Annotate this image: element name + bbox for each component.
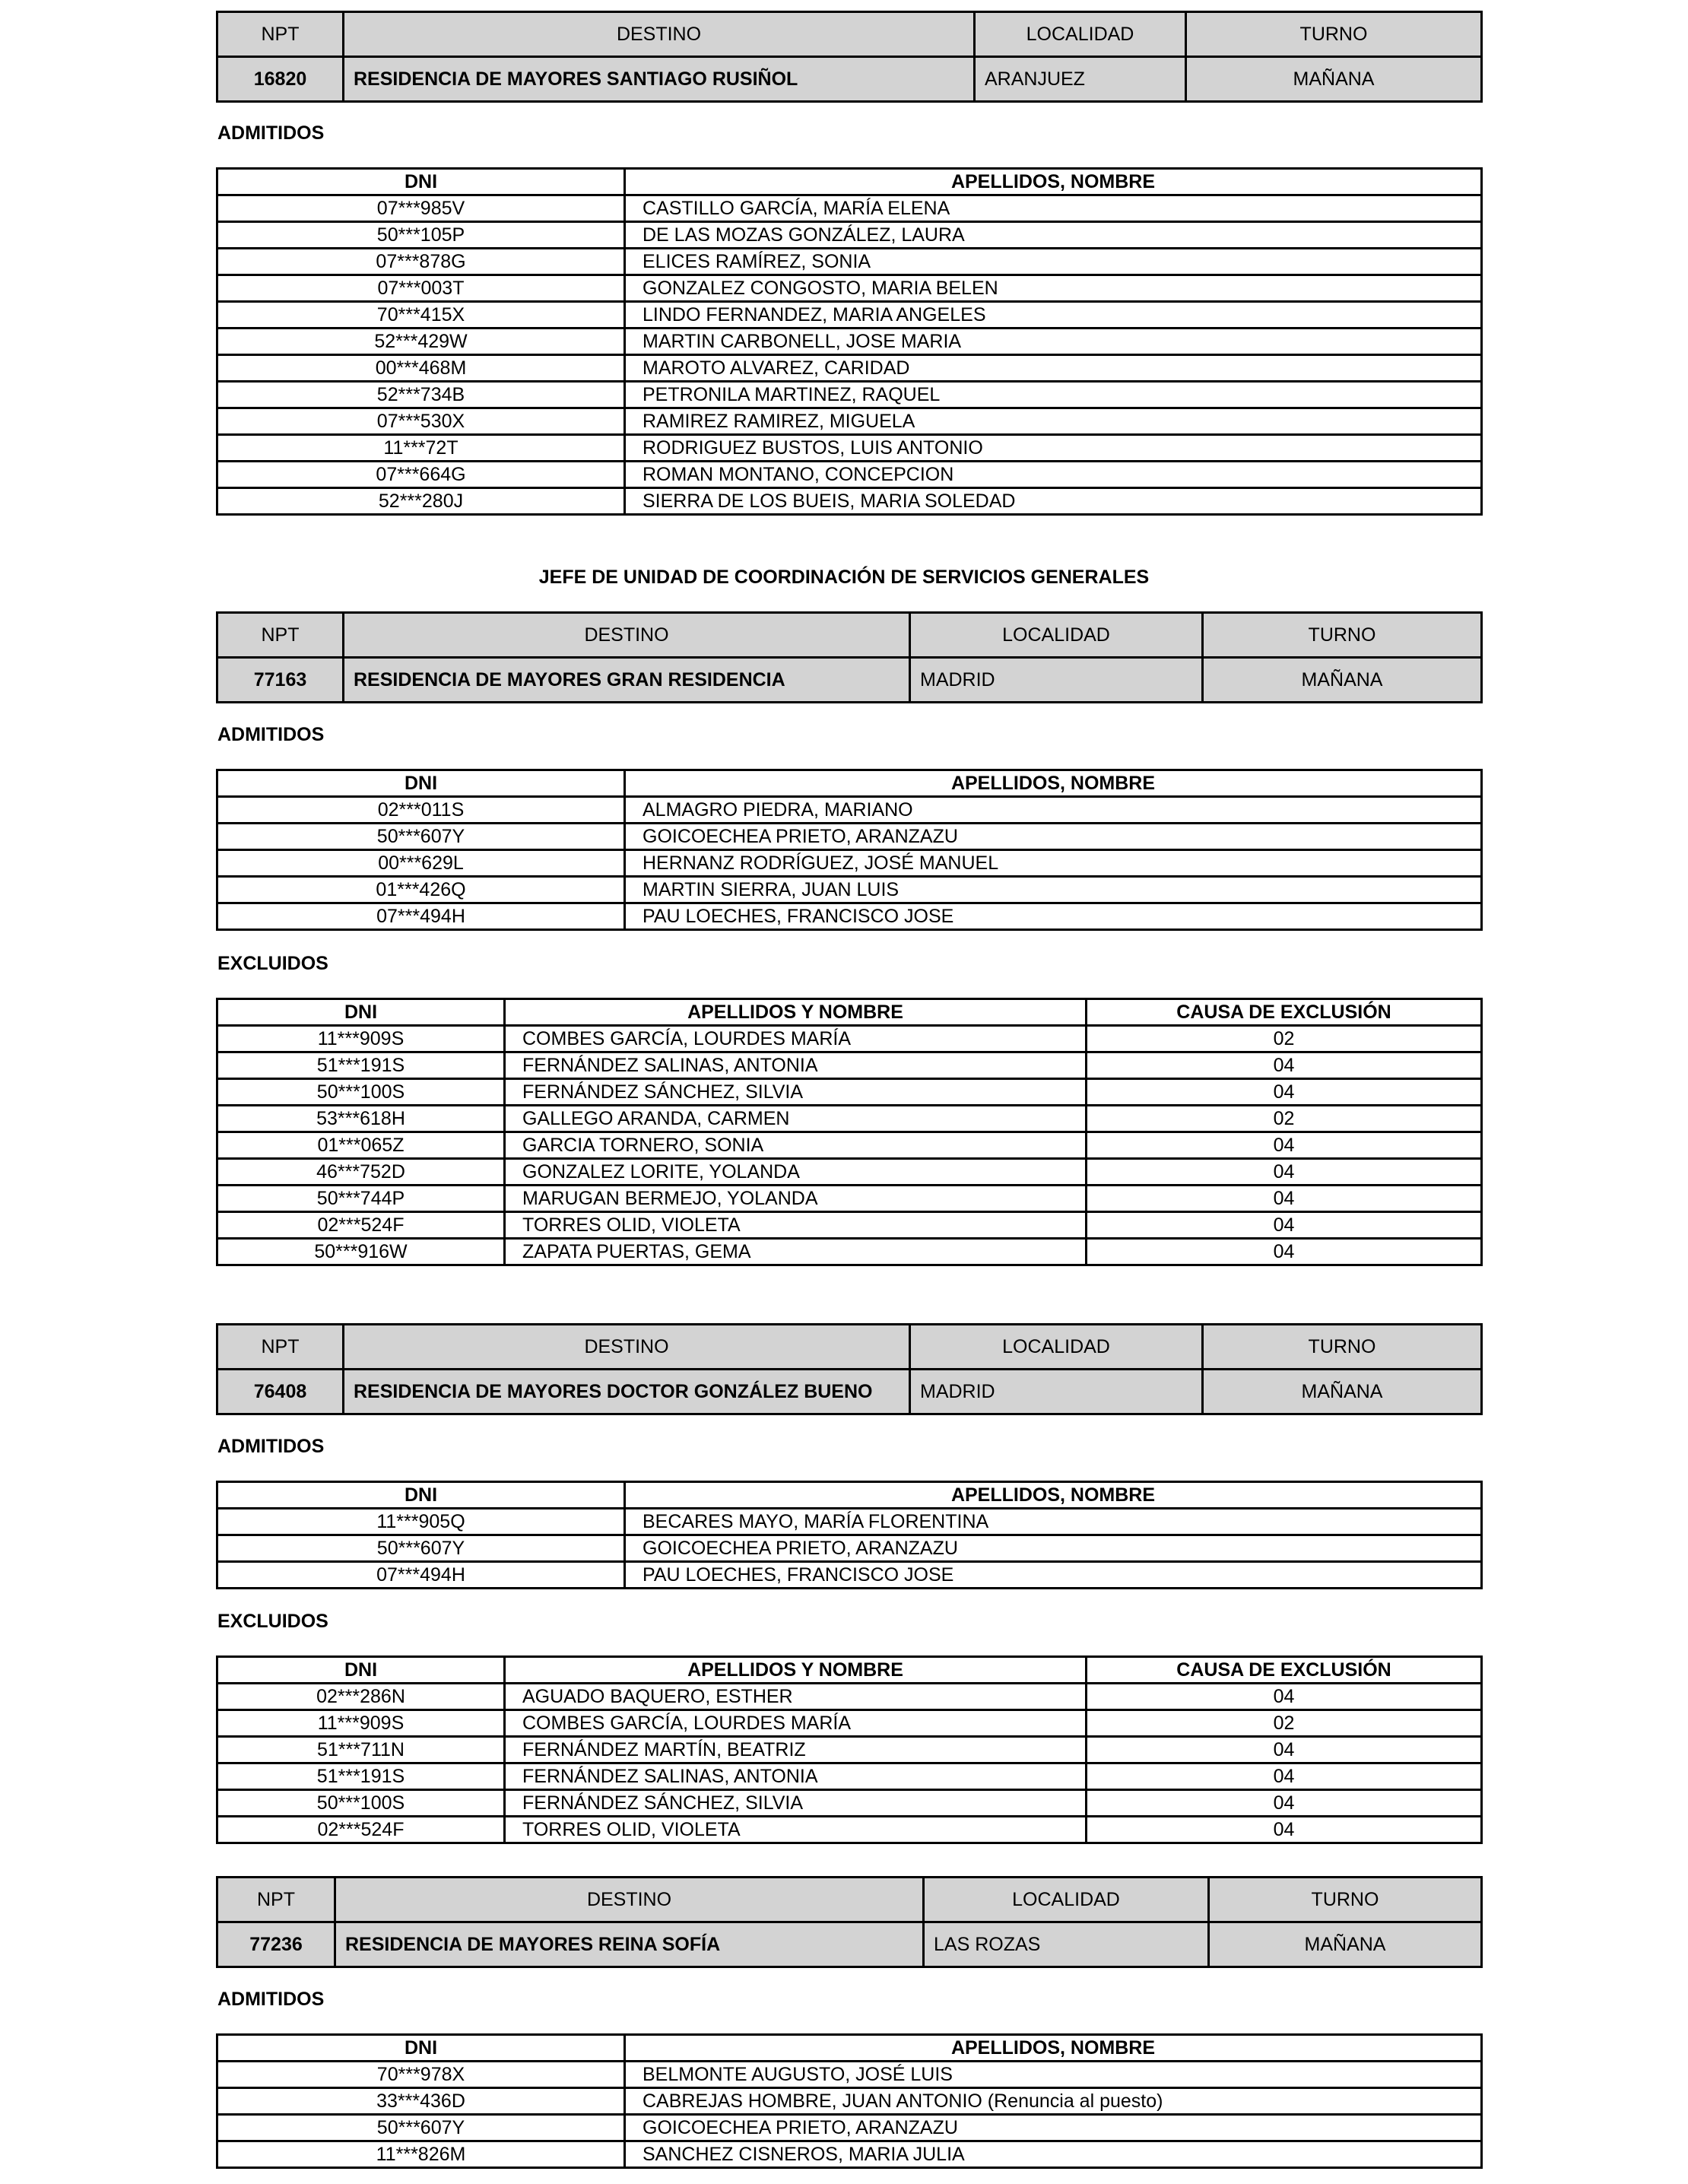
dni-cell: 02***011S <box>217 797 625 824</box>
dni-cell: 70***978X <box>217 2062 625 2088</box>
table-row <box>217 1239 1482 1265</box>
table-row <box>217 1052 1482 1079</box>
excluidos-label: EXCLUIDOS <box>217 953 328 974</box>
name-cell: PAU LOECHES, FRANCISCO JOSE <box>625 903 1482 930</box>
table-row <box>217 275 1482 302</box>
npt-header: NPT <box>217 12 344 57</box>
name-cell: BELMONTE AUGUSTO, JOSÉ LUIS <box>625 2062 1482 2088</box>
name-cell: FERNÁNDEZ SÁNCHEZ, SILVIA <box>505 1079 1087 1106</box>
destino-header-table <box>216 1323 1483 1415</box>
name-cell: ALMAGRO PIEDRA, MARIANO <box>625 797 1482 824</box>
name-cell: PAU LOECHES, FRANCISCO JOSE <box>625 1562 1482 1589</box>
table-row <box>217 408 1482 435</box>
localidad-header: LOCALIDAD <box>975 12 1186 57</box>
dni-cell: 07***494H <box>217 903 625 930</box>
table-row <box>217 1159 1482 1186</box>
name-cell: GOICOECHEA PRIETO, ARANZAZU <box>625 1535 1482 1562</box>
dni-cell: 01***065Z <box>217 1132 505 1159</box>
name-cell: FERNÁNDEZ SÁNCHEZ, SILVIA <box>505 1790 1087 1817</box>
excluidos-table <box>216 998 1483 1266</box>
section-title: JEFE DE UNIDAD DE COORDINACIÓN DE SERVICIOS GENERALES <box>538 567 1150 588</box>
table-row <box>217 488 1482 515</box>
table-row <box>217 302 1482 329</box>
dni-cell: 02***524F <box>217 1817 505 1843</box>
dni-cell: 07***664G <box>217 462 625 488</box>
name-cell: AGUADO BAQUERO, ESTHER <box>505 1684 1087 1710</box>
table-row <box>217 1132 1482 1159</box>
admitidos-table <box>216 769 1483 931</box>
table-row <box>217 1079 1482 1106</box>
table-row <box>217 2115 1482 2141</box>
causa-cell: 02 <box>1087 1026 1482 1052</box>
name-cell: CASTILLO GARCÍA, MARÍA ELENA <box>625 195 1482 222</box>
name-cell: GONZALEZ CONGOSTO, MARIA BELEN <box>625 275 1482 302</box>
dni-cell: 00***629L <box>217 850 625 877</box>
dni-cell: 07***878G <box>217 249 625 275</box>
dni-cell: 46***752D <box>217 1159 505 1186</box>
turno-value: MAÑANA <box>1203 1370 1482 1414</box>
dni-cell: 51***711N <box>217 1737 505 1763</box>
dni-header: DNI <box>217 2035 625 2062</box>
admitidos-label: ADMITIDOS <box>217 1989 325 2010</box>
localidad-header: LOCALIDAD <box>910 613 1203 658</box>
name-cell: RODRIGUEZ BUSTOS, LUIS ANTONIO <box>625 435 1482 462</box>
npt-value: 77163 <box>217 658 344 703</box>
name-cell: ZAPATA PUERTAS, GEMA <box>505 1239 1087 1265</box>
turno-header: TURNO <box>1186 12 1482 57</box>
dni-cell: 50***607Y <box>217 2115 625 2141</box>
name-cell: MARTIN SIERRA, JUAN LUIS <box>625 877 1482 903</box>
dni-cell: 52***429W <box>217 329 625 355</box>
dni-cell: 51***191S <box>217 1052 505 1079</box>
table-row <box>217 2062 1482 2088</box>
excluidos-table <box>216 1655 1483 1844</box>
name-cell: DE LAS MOZAS GONZÁLEZ, LAURA <box>625 222 1482 249</box>
name-cell: GOICOECHEA PRIETO, ARANZAZU <box>625 824 1482 850</box>
table-row <box>217 877 1482 903</box>
causa-cell: 04 <box>1087 1132 1482 1159</box>
table-row <box>217 222 1482 249</box>
turno-value: MAÑANA <box>1203 658 1482 703</box>
dni-cell: 07***985V <box>217 195 625 222</box>
npt-header: NPT <box>217 1325 344 1370</box>
dni-cell: 11***909S <box>217 1710 505 1737</box>
destino-header: DESTINO <box>344 12 975 57</box>
causa-header: CAUSA DE EXCLUSIÓN <box>1087 999 1482 1026</box>
dni-cell: 11***909S <box>217 1026 505 1052</box>
destino-value: RESIDENCIA DE MAYORES DOCTOR GONZÁLEZ BUENO <box>344 1370 910 1414</box>
table-row <box>217 1562 1482 1589</box>
causa-cell: 04 <box>1087 1159 1482 1186</box>
dni-header: DNI <box>217 1657 505 1684</box>
dni-cell: 02***286N <box>217 1684 505 1710</box>
name-cell: FERNÁNDEZ SALINAS, ANTONIA <box>505 1052 1087 1079</box>
destino-value: RESIDENCIA DE MAYORES SANTIAGO RUSIÑOL <box>344 57 975 102</box>
name-cell: GOICOECHEA PRIETO, ARANZAZU <box>625 2115 1482 2141</box>
dni-cell: 52***734B <box>217 382 625 408</box>
dni-cell: 11***72T <box>217 435 625 462</box>
nombre-header: APELLIDOS, NOMBRE <box>625 169 1482 195</box>
localidad-value: ARANJUEZ <box>975 57 1186 102</box>
causa-cell: 04 <box>1087 1790 1482 1817</box>
causa-cell: 04 <box>1087 1052 1482 1079</box>
dni-cell: 50***916W <box>217 1239 505 1265</box>
name-cell: FERNÁNDEZ SALINAS, ANTONIA <box>505 1763 1087 1790</box>
dni-cell: 52***280J <box>217 488 625 515</box>
admitidos-label: ADMITIDOS <box>217 1436 325 1457</box>
destino-value: RESIDENCIA DE MAYORES REINA SOFÍA <box>335 1922 924 1967</box>
causa-cell: 04 <box>1087 1079 1482 1106</box>
localidad-value: MADRID <box>910 658 1203 703</box>
excluidos-label: EXCLUIDOS <box>217 1611 328 1632</box>
destino-header-table <box>216 611 1483 703</box>
name-cell: COMBES GARCÍA, LOURDES MARÍA <box>505 1710 1087 1737</box>
dni-cell: 01***426Q <box>217 877 625 903</box>
table-row <box>217 435 1482 462</box>
table-row <box>217 2088 1482 2115</box>
table-row <box>217 850 1482 877</box>
causa-cell: 04 <box>1087 1817 1482 1843</box>
table-row <box>217 1710 1482 1737</box>
causa-cell: 02 <box>1087 1710 1482 1737</box>
name-cell: COMBES GARCÍA, LOURDES MARÍA <box>505 1026 1087 1052</box>
dni-cell: 50***105P <box>217 222 625 249</box>
turno-value: MAÑANA <box>1186 57 1482 102</box>
nombre-header: APELLIDOS, NOMBRE <box>625 770 1482 797</box>
name-cell: GONZALEZ LORITE, YOLANDA <box>505 1159 1087 1186</box>
name-cell: RAMIREZ RAMIREZ, MIGUELA <box>625 408 1482 435</box>
table-row <box>217 2141 1482 2168</box>
destino-header-table <box>216 1876 1483 1968</box>
admitidos-table <box>216 167 1483 516</box>
causa-cell: 04 <box>1087 1737 1482 1763</box>
dni-cell: 50***607Y <box>217 824 625 850</box>
name-cell: ROMAN MONTANO, CONCEPCION <box>625 462 1482 488</box>
table-row <box>217 797 1482 824</box>
causa-cell: 04 <box>1087 1239 1482 1265</box>
causa-cell: 04 <box>1087 1186 1482 1212</box>
table-row <box>217 903 1482 930</box>
dni-cell: 50***100S <box>217 1079 505 1106</box>
nombre-header: APELLIDOS Y NOMBRE <box>505 1657 1087 1684</box>
table-row <box>217 329 1482 355</box>
name-cell: TORRES OLID, VIOLETA <box>505 1212 1087 1239</box>
name-cell: MARUGAN BERMEJO, YOLANDA <box>505 1186 1087 1212</box>
dni-cell: 00***468M <box>217 355 625 382</box>
npt-value: 16820 <box>217 57 344 102</box>
causa-cell: 04 <box>1087 1684 1482 1710</box>
table-row <box>217 1212 1482 1239</box>
destino-header-table <box>216 11 1483 103</box>
name-cell: LINDO FERNANDEZ, MARIA ANGELES <box>625 302 1482 329</box>
dni-cell: 07***003T <box>217 275 625 302</box>
name-cell: GARCIA TORNERO, SONIA <box>505 1132 1087 1159</box>
nombre-header: APELLIDOS, NOMBRE <box>625 2035 1482 2062</box>
causa-cell: 02 <box>1087 1106 1482 1132</box>
table-row <box>217 1106 1482 1132</box>
npt-value: 76408 <box>217 1370 344 1414</box>
localidad-header: LOCALIDAD <box>924 1878 1209 1922</box>
npt-header: NPT <box>217 613 344 658</box>
name-cell: CABREJAS HOMBRE, JUAN ANTONIO (Renuncia al puesto) <box>625 2088 1482 2115</box>
destino-header: DESTINO <box>335 1878 924 1922</box>
localidad-header: LOCALIDAD <box>910 1325 1203 1370</box>
name-cell: BECARES MAYO, MARÍA FLORENTINA <box>625 1509 1482 1535</box>
table-row <box>217 195 1482 222</box>
name-cell: GALLEGO ARANDA, CARMEN <box>505 1106 1087 1132</box>
name-cell: MAROTO ALVAREZ, CARIDAD <box>625 355 1482 382</box>
turno-value: MAÑANA <box>1209 1922 1482 1967</box>
dni-cell: 70***415X <box>217 302 625 329</box>
table-row <box>217 1026 1482 1052</box>
dni-header: DNI <box>217 169 625 195</box>
dni-cell: 11***905Q <box>217 1509 625 1535</box>
turno-header: TURNO <box>1209 1878 1482 1922</box>
dni-header: DNI <box>217 770 625 797</box>
table-row <box>217 1763 1482 1790</box>
nombre-header: APELLIDOS, NOMBRE <box>625 1482 1482 1509</box>
table-row <box>217 382 1482 408</box>
dni-cell: 07***494H <box>217 1562 625 1589</box>
name-cell: ELICES RAMÍREZ, SONIA <box>625 249 1482 275</box>
dni-cell: 50***607Y <box>217 1535 625 1562</box>
dni-cell: 50***100S <box>217 1790 505 1817</box>
destino-header: DESTINO <box>344 613 910 658</box>
table-row <box>217 249 1482 275</box>
admitidos-label: ADMITIDOS <box>217 122 325 144</box>
destino-value: RESIDENCIA DE MAYORES GRAN RESIDENCIA <box>344 658 910 703</box>
dni-cell: 11***826M <box>217 2141 625 2168</box>
table-row <box>217 1790 1482 1817</box>
turno-header: TURNO <box>1203 1325 1482 1370</box>
name-cell: SIERRA DE LOS BUEIS, MARIA SOLEDAD <box>625 488 1482 515</box>
table-row <box>217 1684 1482 1710</box>
dni-cell: 02***524F <box>217 1212 505 1239</box>
dni-cell: 51***191S <box>217 1763 505 1790</box>
table-row <box>217 1186 1482 1212</box>
admitidos-table <box>216 1481 1483 1589</box>
dni-header: DNI <box>217 1482 625 1509</box>
table-row <box>217 1509 1482 1535</box>
localidad-value: LAS ROZAS <box>924 1922 1209 1967</box>
name-cell: PETRONILA MARTINEZ, RAQUEL <box>625 382 1482 408</box>
turno-header: TURNO <box>1203 613 1482 658</box>
name-cell: MARTIN CARBONELL, JOSE MARIA <box>625 329 1482 355</box>
name-cell: SANCHEZ CISNEROS, MARIA JULIA <box>625 2141 1482 2168</box>
admitidos-table <box>216 2033 1483 2169</box>
npt-value: 77236 <box>217 1922 335 1967</box>
localidad-value: MADRID <box>910 1370 1203 1414</box>
causa-cell: 04 <box>1087 1212 1482 1239</box>
table-row <box>217 355 1482 382</box>
npt-header: NPT <box>217 1878 335 1922</box>
causa-cell: 04 <box>1087 1763 1482 1790</box>
table-row <box>217 1535 1482 1562</box>
dni-cell: 50***744P <box>217 1186 505 1212</box>
dni-cell: 53***618H <box>217 1106 505 1132</box>
name-cell: FERNÁNDEZ MARTÍN, BEATRIZ <box>505 1737 1087 1763</box>
dni-header: DNI <box>217 999 505 1026</box>
table-row <box>217 1817 1482 1843</box>
name-cell: TORRES OLID, VIOLETA <box>505 1817 1087 1843</box>
table-row <box>217 1737 1482 1763</box>
table-row <box>217 462 1482 488</box>
dni-cell: 07***530X <box>217 408 625 435</box>
table-row <box>217 824 1482 850</box>
destino-header: DESTINO <box>344 1325 910 1370</box>
admitidos-label: ADMITIDOS <box>217 724 325 745</box>
nombre-header: APELLIDOS Y NOMBRE <box>505 999 1087 1026</box>
dni-cell: 33***436D <box>217 2088 625 2115</box>
name-cell: HERNANZ RODRÍGUEZ, JOSÉ MANUEL <box>625 850 1482 877</box>
causa-header: CAUSA DE EXCLUSIÓN <box>1087 1657 1482 1684</box>
